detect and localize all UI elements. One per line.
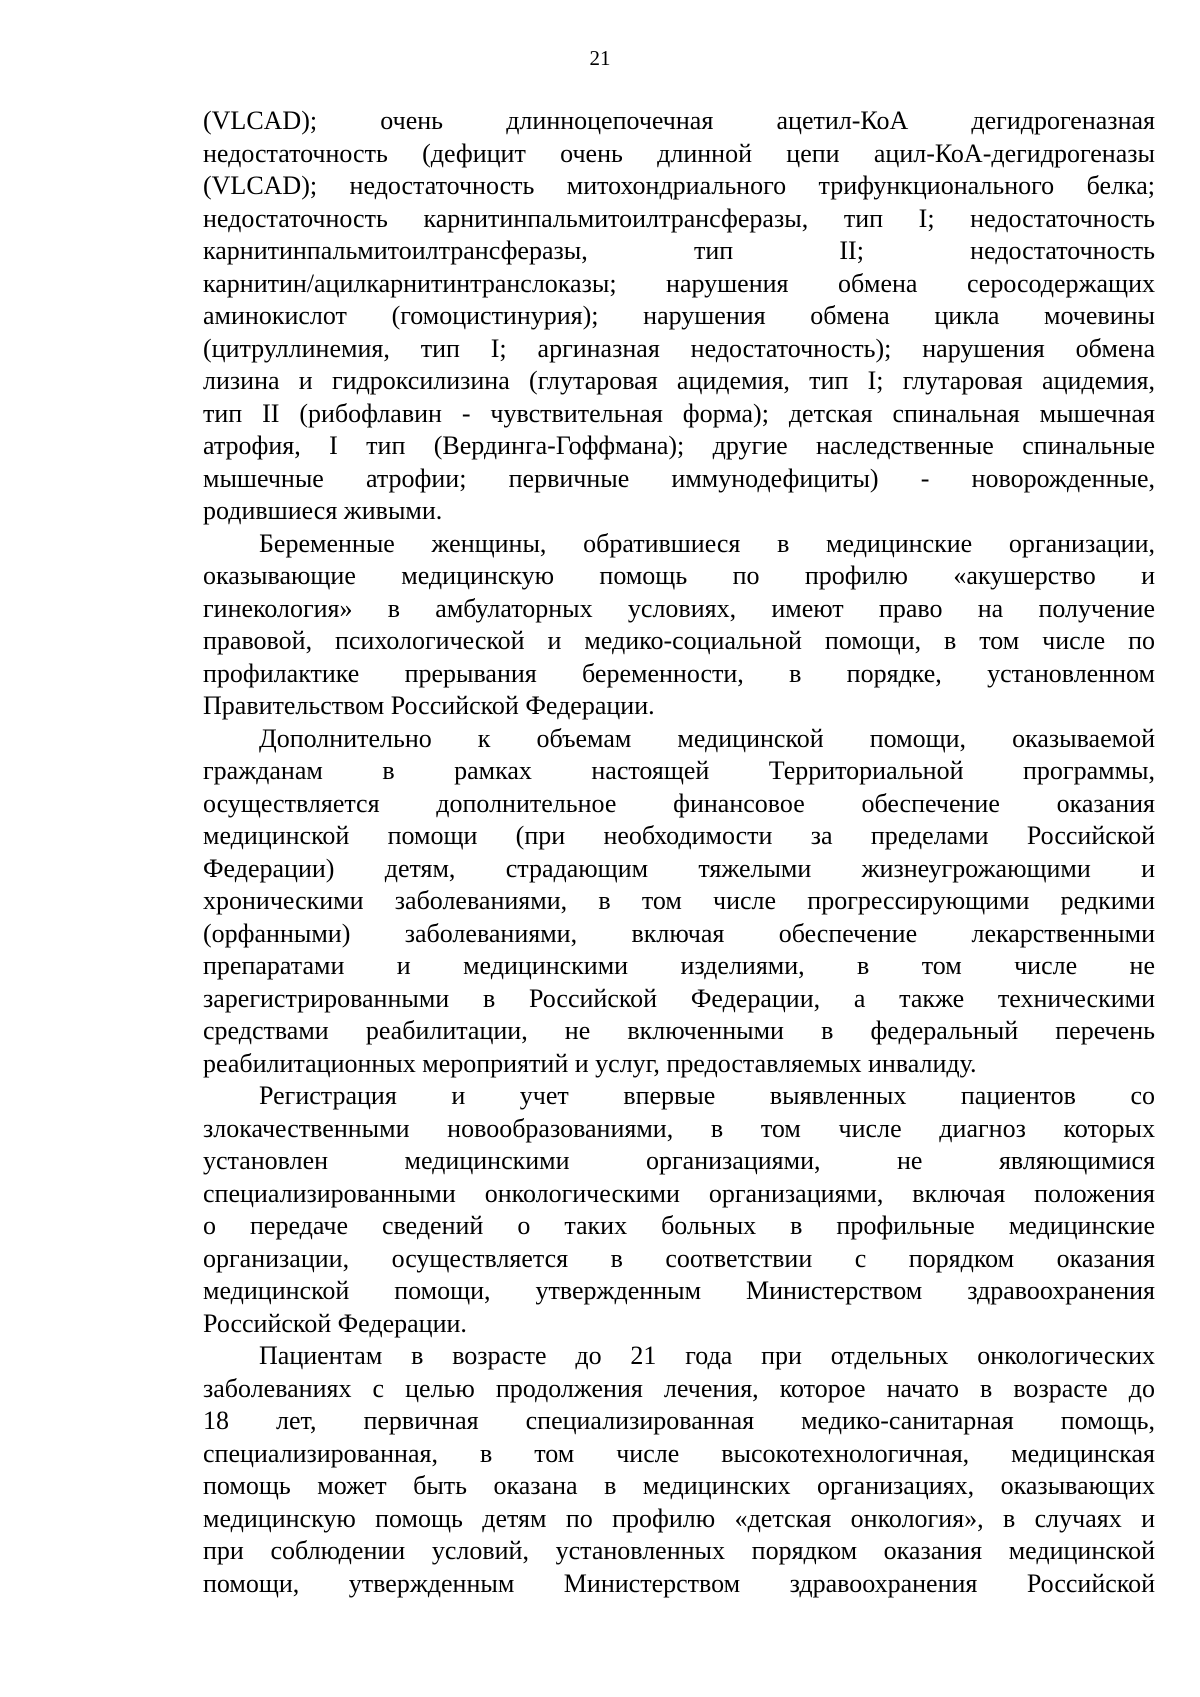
text-line: (орфанными) заболеваниями, включая обеспечение лекарственными xyxy=(203,919,1155,948)
text-line: атрофия, I тип (Вердинга-Гоффмана); другие наследственные спинальные xyxy=(203,431,1155,460)
text-line: правовой, психологической и медико-социальной помощи, в том числе по xyxy=(203,626,1155,655)
text-line: недостаточность карнитинпальмитоилтрансферазы, тип I; недостаточность xyxy=(203,204,1155,233)
text-line: зарегистрированными в Российской Федерации, а также техническими xyxy=(203,984,1155,1013)
text-line: осуществляется дополнительное финансовое обеспечение оказания xyxy=(203,789,1155,818)
text-line: реабилитационных мероприятий и услуг, предоставляемых инвалиду. xyxy=(203,1049,977,1078)
text-line: гинекология» в амбулаторных условиях, имеют право на получение xyxy=(203,594,1155,623)
paragraph-first-line: Дополнительно к объемам медицинской помощи, оказываемой xyxy=(259,724,1155,753)
paragraph-first-line: Регистрация и учет впервые выявленных пациентов со xyxy=(259,1081,1155,1110)
text-line: специализированная, в том числе высокотехнологичная, медицинская xyxy=(203,1439,1155,1468)
text-line: 18 лет, первичная специализированная медико-санитарная помощь, xyxy=(203,1406,1155,1435)
text-line: медицинскую помощь детям по профилю «детская онкология», в случаях и xyxy=(203,1504,1155,1533)
text-line: злокачественными новообразованиями, в том числе диагноз которых xyxy=(203,1114,1155,1143)
text-line: (цитруллинемия, тип I; аргиназная недостаточность); нарушения обмена xyxy=(203,334,1155,363)
text-line: Российской Федерации. xyxy=(203,1309,467,1338)
text-line: Федерации) детям, страдающим тяжелыми жизнеугрожающими и xyxy=(203,854,1155,883)
text-line: при соблюдении условий, установленных порядком оказания медицинской xyxy=(203,1536,1155,1565)
text-line: средствами реабилитации, не включенными в федеральный перечень xyxy=(203,1016,1155,1045)
text-line: помощи, утвержденным Министерством здравоохранения Российской xyxy=(203,1569,1155,1598)
page-number: 21 xyxy=(589,46,611,70)
text-line: о передаче сведений о таких больных в профильные медицинские xyxy=(203,1211,1155,1240)
text-line: родившиеся живыми. xyxy=(203,496,443,525)
text-line: медицинской помощи (при необходимости за пределами Российской xyxy=(203,821,1155,850)
text-line: аминокислот (гомоцистинурия); нарушения обмена цикла мочевины xyxy=(203,301,1155,330)
text-line: медицинской помощи, утвержденным Министерством здравоохранения xyxy=(203,1276,1155,1305)
text-line: оказывающие медицинскую помощь по профилю «акушерство и xyxy=(203,561,1155,590)
text-line: гражданам в рамках настоящей Территориальной программы, xyxy=(203,756,1155,785)
text-line: Правительством Российской Федерации. xyxy=(203,691,655,720)
text-line: профилактике прерывания беременности, в порядке, установленном xyxy=(203,659,1155,688)
text-line: помощь может быть оказана в медицинских организациях, оказывающих xyxy=(203,1471,1155,1500)
text-line: лизина и гидроксилизина (глутаровая ацидемия, тип I; глутаровая ацидемия, xyxy=(203,366,1155,395)
text-line: препаратами и медицинскими изделиями, в том числе не xyxy=(203,951,1155,980)
text-line: тип II (рибофлавин - чувствительная форма); детская спинальная мышечная xyxy=(203,399,1155,428)
text-line: недостаточность (дефицит очень длинной цепи ацил-КоА-дегидрогеназы xyxy=(203,139,1155,168)
paragraph-first-line: Пациентам в возрасте до 21 года при отдельных онкологических xyxy=(259,1341,1155,1370)
text-line: организации, осуществляется в соответствии с порядком оказания xyxy=(203,1244,1155,1273)
paragraph-first-line: Беременные женщины, обратившиеся в медицинские организации, xyxy=(259,529,1155,558)
text-line: карнитинпальмитоилтрансферазы, тип II; недостаточность xyxy=(203,236,1155,265)
text-line: мышечные атрофии; первичные иммунодефициты) - новорожденные, xyxy=(203,464,1155,493)
text-line: карнитин/ацилкарнитинтранслоказы; нарушения обмена серосодержащих xyxy=(203,269,1155,298)
text-line: установлен медицинскими организациями, не являющимися xyxy=(203,1146,1155,1175)
text-line: (VLCAD); недостаточность митохондриального трифункционального белка; xyxy=(203,171,1155,200)
text-line: хроническими заболеваниями, в том числе прогрессирующими редкими xyxy=(203,886,1155,915)
text-line: заболеваниях с целью продолжения лечения, которое начато в возрасте до xyxy=(203,1374,1155,1403)
text-line: специализированными онкологическими организациями, включая положения xyxy=(203,1179,1155,1208)
text-line: (VLCAD); очень длинноцепочечная ацетил-КоА дегидрогеназная xyxy=(203,106,1155,135)
